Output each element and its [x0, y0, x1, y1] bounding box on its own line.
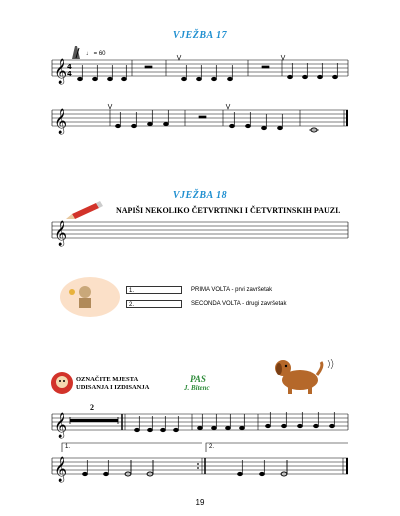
- svg-text:𝄞: 𝄞: [54, 457, 68, 482]
- exercise-18-title: VJEŽBA 18: [172, 190, 228, 201]
- volta-illustration: [60, 277, 120, 317]
- svg-text:4: 4: [67, 70, 72, 78]
- svg-text:𝄞: 𝄞: [54, 59, 68, 84]
- first-ending-label: 1.: [65, 444, 71, 450]
- prima-volta-label: PRIMA VOLTA - prvi završetak: [191, 287, 273, 293]
- breath-instruction: OZNAČITE MJESTA UDISANJA I IZDISANJA: [76, 376, 150, 391]
- song-staff-2: [52, 443, 348, 474]
- exercise-17-title: VJEŽBA 17: [172, 30, 228, 41]
- seconda-volta-label: SECONDA VOLTA - drugi završetak: [191, 301, 287, 307]
- page-number: 19: [195, 498, 205, 507]
- second-ending-label: 2.: [209, 444, 215, 450]
- svg-text:𝄞: 𝄞: [54, 221, 68, 246]
- volta-box-2: 2.: [126, 300, 182, 308]
- svg-text:𝄞: 𝄞: [54, 109, 68, 134]
- song-title: PAS: [190, 374, 206, 384]
- breath-icon: [51, 372, 73, 394]
- tempo-marking: ♩ = 60: [86, 51, 106, 57]
- svg-text:4: 4: [67, 63, 72, 71]
- multi-rest-count: 2: [90, 403, 94, 412]
- song-author: J. Bitenc: [184, 384, 210, 392]
- exercise-18-instruction: NAPIŠI NEKOLIKO ČETVRTINKI I ČETVRTINSKIH PAUZI.: [116, 206, 341, 215]
- staff-18-empty: [52, 222, 348, 238]
- svg-text:𝄞: 𝄞: [54, 413, 68, 438]
- volta-box-1: 1.: [126, 286, 182, 294]
- pencil-icon: [66, 201, 103, 219]
- staff-17-line-1: [52, 60, 348, 76]
- dog-illustration: [275, 359, 333, 394]
